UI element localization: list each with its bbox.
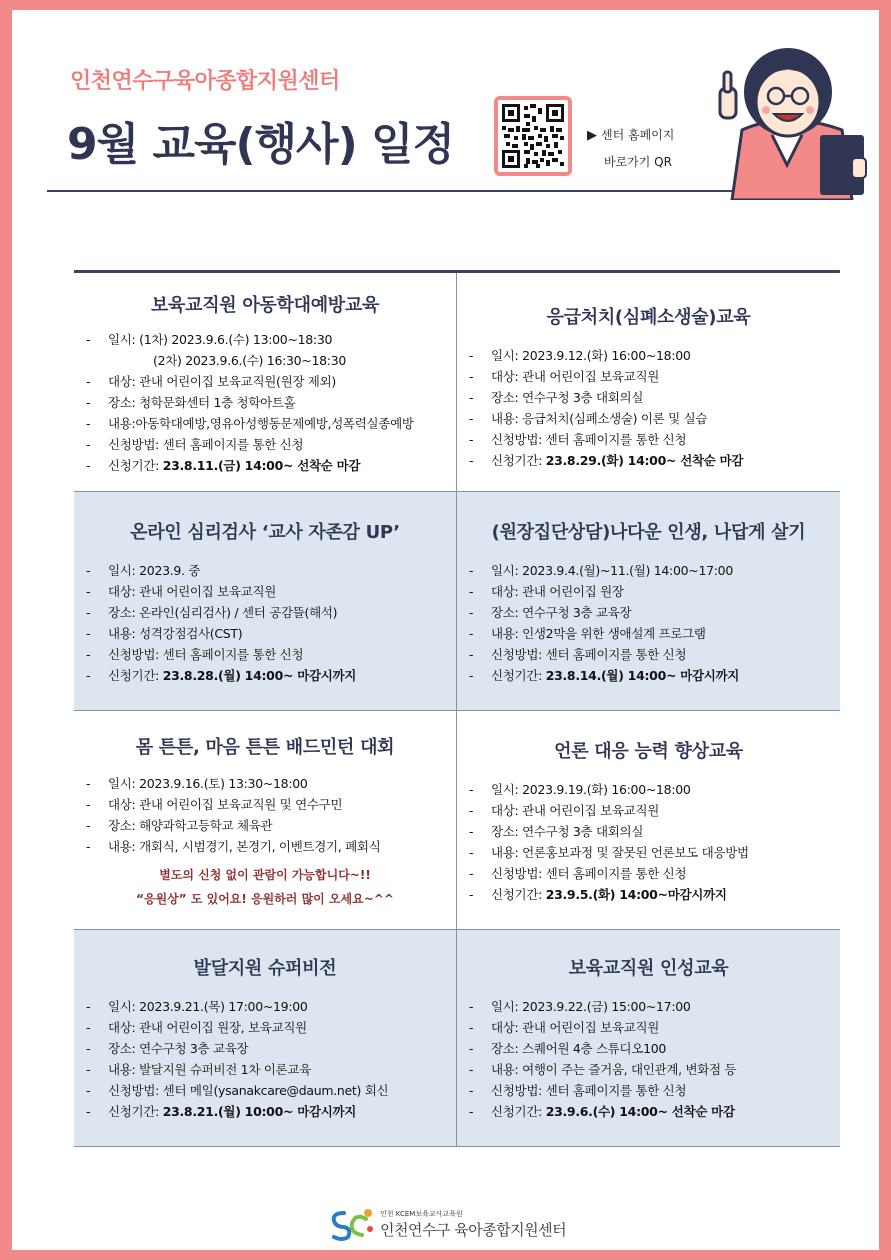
footer-small-text: 인천 KCEM보육교사교육원 (380, 1209, 463, 1218)
list-item: - 내용: 발달지원 슈퍼비전 1차 이론교육 (86, 1062, 311, 1077)
list-item: - 일시: 2023.9.4.(월)~11.(월) 14:00~17:00 (469, 563, 733, 578)
event-development-supervision (74, 930, 457, 1146)
list-item: - 신청방법: 센터 홈페이지를 통한 신청 (86, 647, 304, 662)
event-title: 발달지원 슈퍼비전 (193, 958, 337, 979)
list-item: - 신청방법: 센터 홈페이지를 통한 신청 (469, 1083, 687, 1098)
play-arrow-icon: ▶ (587, 128, 597, 143)
homepage-qr-code[interactable] (494, 96, 572, 176)
list-item: - 신청기간: 23.9.6.(수) 14:00~ 선착순 마감 (469, 1104, 735, 1119)
list-item: - 대상: 관내 어린이집 보육교직원(원장 제외) (86, 374, 336, 389)
badminton-note: “응원상” 도 있어요! 응원하러 많이 오세요~^^ (136, 892, 394, 906)
list-item: - 대상: 관내 어린이집 보육교직원 (469, 369, 660, 384)
schedule-row-3 (74, 711, 840, 930)
event-title: 몸 튼튼, 마음 튼튼 배드민턴 대회 (135, 737, 395, 758)
event-child-abuse-prevention (74, 273, 457, 491)
list-item: - 내용:아동학대예방,영유아성행동문제예방,성폭력실종예방 (86, 416, 414, 431)
list-item: - 일시: 2023.9.22.(금) 15:00~17:00 (469, 999, 691, 1014)
list-item: - 내용: 성격강점검사(CST) (86, 626, 243, 641)
schedule-grid (74, 270, 840, 1147)
qr-caption-line1: 센터 홈페이지 (601, 128, 675, 142)
event-character-education (457, 930, 840, 1146)
list-item: - 내용: 언론홍보과정 및 잘못된 언론보도 대응방법 (469, 845, 749, 860)
center-logo-icon (330, 1207, 374, 1241)
list-item: - 일시: (1차) 2023.9.6.(수) 13:00~18:30 (86, 332, 333, 347)
list-item: - 신청기간: 23.8.28.(월) 14:00~ 마감시까지 (86, 668, 357, 683)
footer-org-name: 인천연수구 육아종합지원센터 (380, 1220, 567, 1239)
event-title: 보육교직원 인성교육 (568, 958, 729, 979)
list-item: - 신청방법: 센터 홈페이지를 통한 신청 (86, 437, 304, 452)
event-online-psych-test (74, 492, 457, 710)
event-title: 응급처치(심폐소생술)교육 (546, 307, 751, 328)
qr-caption (587, 122, 674, 175)
list-item: - 일시: 2023.9.16.(토) 13:30~18:00 (86, 776, 308, 791)
list-item: - 신청기간: 23.8.29.(화) 14:00~ 선착순 마감 (469, 453, 744, 468)
list-item: - 장소: 온라인(심리검사) / 센터 공감뜰(해석) (86, 605, 338, 620)
list-item: - 장소: 연수구청 3층 대회의실 (469, 824, 644, 839)
list-item: - 일시: 2023.9.19.(화) 16:00~18:00 (469, 782, 691, 797)
page-title: 9월 교육(행사) 일정 (67, 119, 454, 170)
event-title: (원장집단상담)나다운 인생, 나답게 살기 (491, 522, 806, 543)
list-item: - 장소: 청학문화센터 1층 청학아트홀 (86, 395, 296, 410)
list-item: - 신청기간: 23.8.14.(월) 14:00~ 마감시까지 (469, 668, 740, 683)
list-item: - 내용: 여행이 주는 즐거움, 대인관계, 변화점 등 (469, 1062, 737, 1077)
list-item: (2차) 2023.9.6.(수) 16:30~18:30 (153, 353, 347, 368)
list-item: - 장소: 해양과학고등학교 체육관 (86, 818, 273, 833)
teacher-mascot-illustration (702, 30, 872, 200)
footer-logo (330, 1207, 566, 1241)
event-first-aid-cpr (457, 273, 840, 491)
list-item: - 신청방법: 센터 홈페이지를 통한 신청 (469, 866, 687, 881)
qr-caption-line2: 바로가기 QR (604, 155, 672, 169)
org-name: 인천연수구육아종합지원센터 (70, 69, 340, 94)
list-item: - 신청방법: 센터 홈페이지를 통한 신청 (469, 432, 687, 447)
schedule-row-4 (74, 930, 840, 1147)
title-divider (47, 190, 734, 192)
list-item: - 장소: 연수구청 3층 교육장 (86, 1041, 249, 1056)
list-item: - 신청기간: 23.8.21.(월) 10:00~ 마감시까지 (86, 1104, 357, 1119)
list-item: - 장소: 스퀘어원 4층 스튜디오100 (469, 1041, 667, 1056)
event-badminton-tournament (74, 711, 457, 929)
list-item: - 대상: 관내 어린이집 보육교직원 (469, 803, 660, 818)
list-item: - 장소: 연수구청 3층 교육장 (469, 605, 632, 620)
list-item: - 내용: 개회식, 시범경기, 본경기, 이벤트경기, 폐회식 (86, 839, 381, 854)
list-item: - 대상: 관내 어린이집 원장, 보육교직원 (86, 1020, 307, 1035)
event-title: 온라인 심리검사 ‘교사 자존감 UP’ (130, 522, 400, 543)
event-title: 언론 대응 능력 향상교육 (554, 741, 743, 762)
event-title: 보육교직원 아동학대예방교육 (150, 295, 380, 316)
list-item: - 대상: 관내 어린이집 보육교직원 (469, 1020, 660, 1035)
list-item: - 대상: 관내 어린이집 원장 (469, 584, 624, 599)
list-item: - 신청방법: 센터 홈페이지를 통한 신청 (469, 647, 687, 662)
schedule-row-2 (74, 492, 840, 711)
badminton-note: 별도의 신청 없이 관람이 가능합니다~!! (159, 868, 371, 882)
list-item: - 대상: 관내 어린이집 보육교직원 및 연수구민 (86, 797, 343, 812)
list-item: - 대상: 관내 어린이집 보육교직원 (86, 584, 277, 599)
list-item: - 내용: 응급처치(심폐소생술) 이론 및 실습 (469, 411, 708, 426)
event-director-group-counseling (457, 492, 840, 710)
list-item: - 일시: 2023.9.12.(화) 16:00~18:00 (469, 348, 691, 363)
qr-code-icon (502, 104, 564, 168)
list-item: - 내용: 인생2막을 위한 생애설계 프로그램 (469, 626, 706, 641)
event-media-response-training (457, 711, 840, 929)
list-item: - 신청방법: 센터 메일(ysanakcare@daum.net) 회신 (86, 1083, 389, 1098)
list-item: - 신청기간: 23.8.11.(금) 14:00~ 선착순 마감 (86, 458, 361, 473)
list-item: - 일시: 2023.9.21.(목) 17:00~19:00 (86, 999, 308, 1014)
list-item: - 일시: 2023.9. 중 (86, 563, 201, 578)
list-item: - 신청기간: 23.9.5.(화) 14:00~마감시까지 (469, 887, 727, 902)
poster (12, 10, 879, 1250)
list-item: - 장소: 연수구청 3층 대회의실 (469, 390, 644, 405)
schedule-row-1 (74, 273, 840, 492)
